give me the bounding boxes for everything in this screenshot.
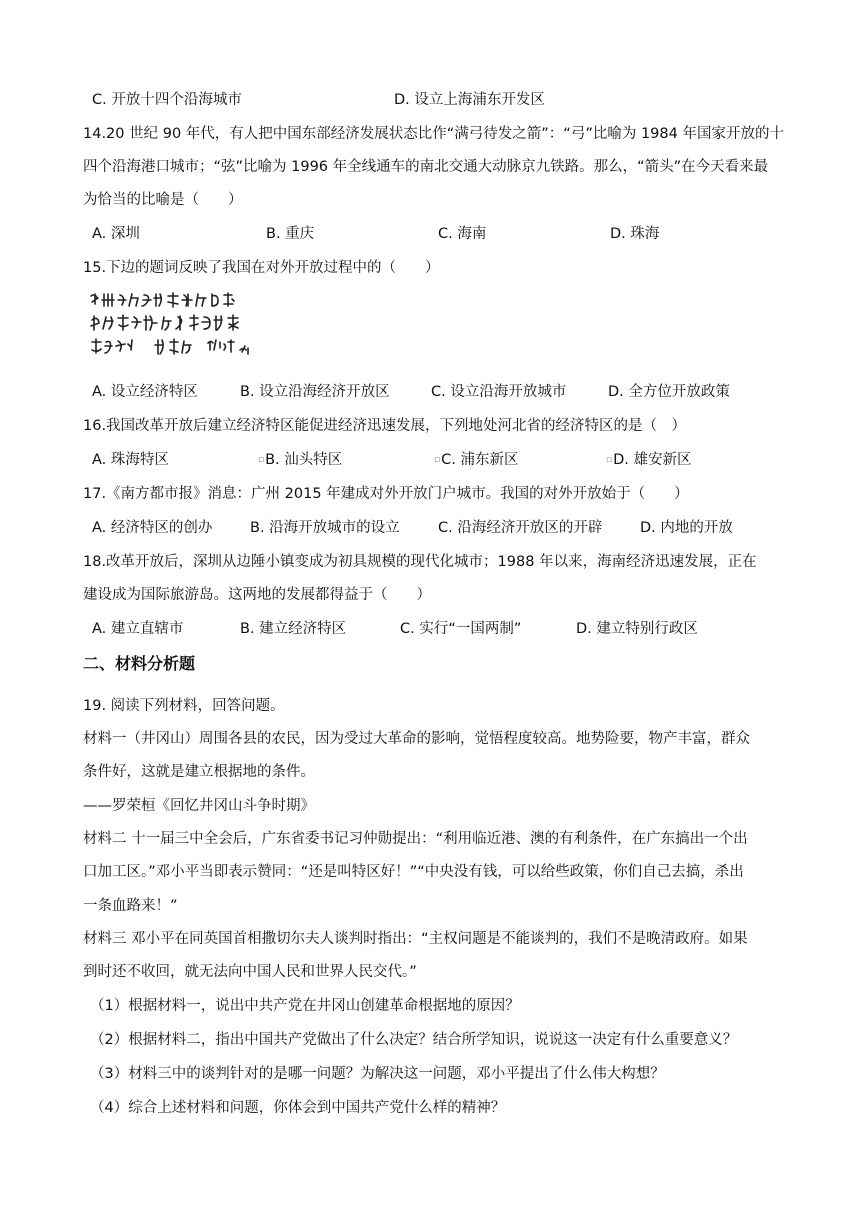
q14-option-d[interactable]: D. 珠海 [610,226,660,242]
q16-option-a[interactable]: A. 珠海特区 [92,452,169,468]
q14-stem-line-2: 四个沿海港口城市；“弦”比喻为 1996 年全线通车的南北交通大动脉京九铁路。那么，“箭头”在今天看来最 [83,159,769,175]
q16-stem: 16.我国改革开放后建立经济特区能促进经济迅速发展，下列地处河北省的经济特区的是（ ） [83,418,687,434]
q16-option-b[interactable] [258,450,342,470]
material-1-line-1: 材料一（井冈山）周围各县的农民，因为受过大革命的影响，觉悟程度较高。地势险要，物产丰富，群众 [83,731,750,747]
q13-option-c[interactable]: C. 开放十四个沿海城市 [92,92,242,108]
q16-options [92,450,812,470]
q14-option-b[interactable]: B. 重庆 [266,226,315,242]
q18-option-a[interactable]: A. 建立直辖市 [92,621,184,637]
section-title: 二、材料分析题 [83,654,196,673]
q15-options [92,382,812,402]
sub-question-2: （2）根据材料二，指出中国共产党做出了什么决定？结合所学知识，说说这一决定有什么重要意义？ [90,1032,738,1048]
material-1-source: ——罗荣桓《回忆井冈山斗争时期》 [83,798,315,814]
q15-option-d[interactable]: D. 全方位开放政策 [608,384,730,400]
q18-option-b[interactable]: B. 建立经济特区 [240,621,347,637]
q15-stem: 15.下边的题词反映了我国在对外开放过程中的（ ） [83,260,440,276]
calligraphy-inscription-image [88,290,268,368]
sub-question-4: （4）综合上述材料和问题，你体会到中国共产党什么样的精神？ [90,1100,506,1116]
material-1-line-2: 条件好，这就是建立根据地的条件。 [83,764,315,780]
material-2-line-2: 口加工区。”邓小平当即表示赞同：“还是叫特区好！”“中央没有钱，可以给些政策，你们自己去搞，杀出 [83,864,744,880]
q18-option-c[interactable]: C. 实行“一国两制” [400,621,522,637]
q16-option-b-label: B. 汕头特区 [265,452,343,468]
q13-option-d[interactable]: D. 设立上海浦东开发区 [394,92,545,108]
q15-option-a[interactable]: A. 设立经济特区 [92,384,198,400]
material-2-line-3: 一条血路来！” [83,898,178,914]
q14-stem-line-3: 为恰当的比喻是（ ） [83,192,243,208]
q16-option-c-label: C. 浦东新区 [441,452,519,468]
sub-question-3: （3）材料三中的谈判针对的是哪一问题？为解决这一问题，邓小平提出了什么伟大构想？ [90,1066,665,1082]
q17-stem: 17.《南方都市报》消息：广州 2015 年建成对外开放门户城市。我国的对外开放始于（ ） [83,486,689,502]
q16-option-c[interactable] [434,450,518,470]
q13-options [92,90,812,110]
q17-option-b[interactable]: B. 沿海开放城市的设立 [250,520,400,536]
material-3-line-1: 材料三 邓小平在同英国首相撒切尔夫人谈判时指出：“主权问题是不能谈判的，我们不是晚清政府。如果 [83,931,748,947]
q16-option-d-label: D. 雄安新区 [613,452,692,468]
q18-options [92,619,812,639]
q17-option-c[interactable]: C. 沿海经济开放区的开辟 [438,520,603,536]
q17-options [92,518,812,538]
checkbox-mark-icon: ▫ [606,455,613,465]
checkbox-mark-icon: ▫ [258,455,265,465]
sub-question-1: （1）根据材料一，说出中共产党在井冈山创建革命根据地的原因？ [90,998,520,1014]
material-2-line-1: 材料二 十一届三中全会后，广东省委书记习仲勋提出：“利用临近港、澳的有利条件，在广东搞出一个出 [83,831,748,847]
q15-option-c[interactable]: C. 设立沿海开放城市 [431,384,567,400]
q14-option-a[interactable]: A. 深圳 [92,226,140,242]
calligraphy-text: 深圳的发展和经验证明，我们建立经济特区的政策是正确的。 邓小平 一九八四 [88,367,124,368]
q18-option-d[interactable]: D. 建立特别行政区 [576,621,698,637]
q14-stem-line-1: 14.20 世纪 90 年代，有人把中国东部经济发展状态比作“满弓待发之箭”：“弓”比喻为 1984 年国家开放的十 [83,126,784,142]
q17-option-d[interactable]: D. 内地的开放 [640,520,733,536]
material-3-line-2: 到时还不收回，就无法向中国人民和世界人民交代。” [83,964,417,980]
q18-stem-line-2: 建设成为国际旅游岛。这两地的发展都得益于（ ） [83,587,431,603]
q14-option-c[interactable]: C. 海南 [438,226,487,242]
q15-option-b[interactable]: B. 设立沿海经济开放区 [240,384,390,400]
q19-intro: 19. 阅读下列材料，回答问题。 [83,698,285,714]
checkbox-mark-icon: ▫ [434,455,441,465]
q17-option-a[interactable]: A. 经济特区的创办 [92,520,213,536]
q16-option-d[interactable] [606,450,692,470]
q18-stem-line-1: 18.改革开放后，深圳从边陲小镇变成为初具规模的现代化城市；1988 年以来，海南经济迅速发展，正在 [83,554,757,570]
q14-options [92,224,812,244]
